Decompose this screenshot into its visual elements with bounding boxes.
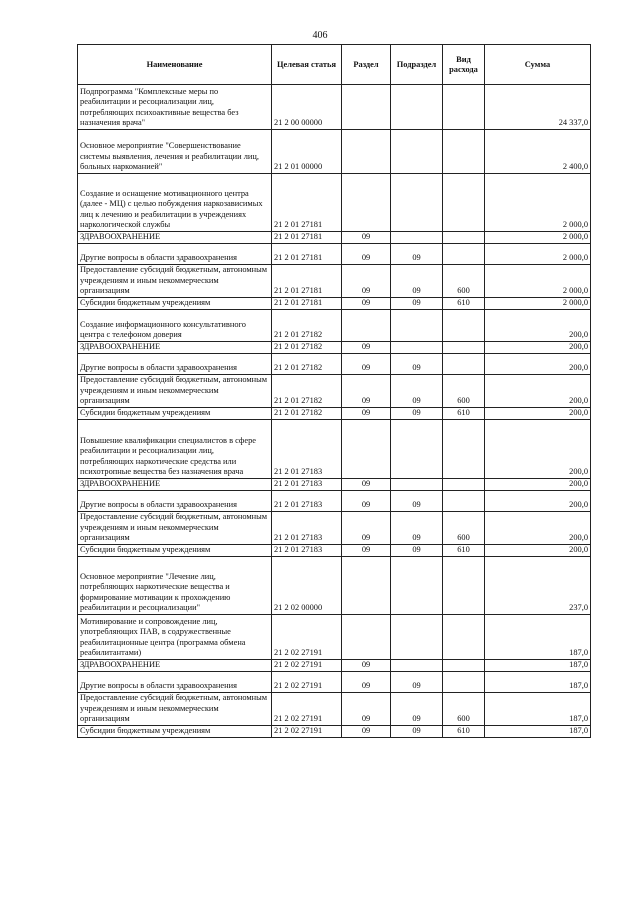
cell-expense-type (443, 310, 485, 342)
cell-expense-type (443, 232, 485, 244)
cell-expense-type (443, 479, 485, 491)
cell-section: 09 (342, 726, 391, 738)
cell-target-article: 21 2 01 27181 (272, 244, 342, 265)
cell-subsection: 09 (391, 672, 443, 693)
cell-subsection: 09 (391, 693, 443, 726)
cell-target-article: 21 2 02 27191 (272, 672, 342, 693)
cell-subsection: 09 (391, 491, 443, 512)
cell-target-article: 21 2 01 27181 (272, 232, 342, 244)
cell-name: Другие вопросы в области здравоохранения (78, 354, 272, 375)
table-row (78, 545, 591, 557)
cell-sum: 200,0 (485, 354, 591, 375)
cell-name: Основное мероприятие "Лечение лиц, потребляющих наркотические вещества и формирование мотивации к прохождению реабилитации и ресоциализации" (78, 557, 272, 615)
cell-subsection: 09 (391, 726, 443, 738)
table-row (78, 85, 591, 130)
cell-subsection (391, 174, 443, 232)
cell-sum: 200,0 (485, 375, 591, 408)
cell-expense-type (443, 491, 485, 512)
table-row (78, 615, 591, 660)
cell-target-article: 21 2 01 00000 (272, 130, 342, 174)
cell-sum: 2 000,0 (485, 244, 591, 265)
table-row (78, 512, 591, 545)
cell-name: Подпрограмма "Комплексные меры по реабилитации и ресоциализации лиц, потребляющих психоактивные вещества без назначения врача" (78, 85, 272, 130)
cell-name: Предоставление субсидий бюджетным, автономным учреждениям и иным некоммерческим организациям (78, 375, 272, 408)
cell-section: 09 (342, 479, 391, 491)
cell-name: Создание и оснащение мотивационного центра (далее - МЦ) с целью побуждения наркозависимых лиц к лечению и реабилитации в учреждениях наркологической службы (78, 174, 272, 232)
cell-expense-type: 610 (443, 298, 485, 310)
cell-target-article: 21 2 01 27183 (272, 545, 342, 557)
cell-sum: 200,0 (485, 491, 591, 512)
cell-expense-type (443, 660, 485, 672)
cell-name: ЗДРАВООХРАНЕНИЕ (78, 342, 272, 354)
cell-section: 09 (342, 244, 391, 265)
cell-section (342, 310, 391, 342)
table-row (78, 420, 591, 479)
table-row (78, 660, 591, 672)
cell-subsection: 09 (391, 512, 443, 545)
cell-sum: 200,0 (485, 512, 591, 545)
cell-expense-type (443, 85, 485, 130)
cell-subsection (391, 85, 443, 130)
cell-section: 09 (342, 545, 391, 557)
cell-subsection: 09 (391, 244, 443, 265)
cell-section: 09 (342, 491, 391, 512)
cell-section: 09 (342, 298, 391, 310)
cell-subsection: 09 (391, 298, 443, 310)
cell-sum: 200,0 (485, 408, 591, 420)
cell-section (342, 420, 391, 479)
cell-section (342, 85, 391, 130)
cell-target-article: 21 2 01 27182 (272, 408, 342, 420)
cell-subsection: 09 (391, 545, 443, 557)
cell-subsection (391, 660, 443, 672)
cell-section (342, 557, 391, 615)
cell-section: 09 (342, 693, 391, 726)
cell-sum: 200,0 (485, 545, 591, 557)
cell-sum: 187,0 (485, 615, 591, 660)
cell-section: 09 (342, 408, 391, 420)
cell-name: Предоставление субсидий бюджетным, автономным учреждениям и иным некоммерческим организациям (78, 512, 272, 545)
cell-expense-type: 600 (443, 693, 485, 726)
header-subsection: Подраздел (391, 45, 443, 85)
table-row (78, 298, 591, 310)
cell-target-article: 21 2 01 27183 (272, 420, 342, 479)
table-row (78, 232, 591, 244)
cell-target-article: 21 2 02 27191 (272, 660, 342, 672)
table-body (78, 85, 591, 738)
table-row (78, 342, 591, 354)
cell-name: ЗДРАВООХРАНЕНИЕ (78, 660, 272, 672)
cell-subsection (391, 420, 443, 479)
header-target-article: Целевая статья (272, 45, 342, 85)
cell-name: Субсидии бюджетным учреждениям (78, 408, 272, 420)
cell-target-article: 21 2 01 27182 (272, 375, 342, 408)
table-row (78, 479, 591, 491)
cell-name: Другие вопросы в области здравоохранения (78, 244, 272, 265)
table-row (78, 244, 591, 265)
cell-section: 09 (342, 672, 391, 693)
cell-name: Повышение квалификации специалистов в сфере реабилитации и ресоциализации лиц, потребляющих наркотические средства или психотропные вещества без назначения врача (78, 420, 272, 479)
cell-section: 09 (342, 232, 391, 244)
cell-expense-type: 600 (443, 375, 485, 408)
cell-target-article: 21 2 01 27182 (272, 354, 342, 375)
cell-name: Создание информационного консультативного центра с телефоном доверия (78, 310, 272, 342)
cell-subsection (391, 310, 443, 342)
cell-sum: 237,0 (485, 557, 591, 615)
cell-sum: 187,0 (485, 672, 591, 693)
cell-sum: 200,0 (485, 310, 591, 342)
table-row (78, 130, 591, 174)
cell-target-article: 21 2 01 27183 (272, 512, 342, 545)
cell-sum: 187,0 (485, 726, 591, 738)
cell-subsection (391, 557, 443, 615)
cell-sum: 187,0 (485, 660, 591, 672)
table-row (78, 310, 591, 342)
cell-name: ЗДРАВООХРАНЕНИЕ (78, 479, 272, 491)
table-row (78, 265, 591, 298)
cell-expense-type (443, 130, 485, 174)
cell-sum: 2 000,0 (485, 298, 591, 310)
cell-expense-type (443, 615, 485, 660)
cell-sum: 2 400,0 (485, 130, 591, 174)
cell-expense-type (443, 557, 485, 615)
cell-target-article: 21 2 02 00000 (272, 557, 342, 615)
cell-section (342, 615, 391, 660)
cell-expense-type: 610 (443, 545, 485, 557)
cell-section: 09 (342, 512, 391, 545)
cell-target-article: 21 2 01 27181 (272, 298, 342, 310)
cell-target-article: 21 2 01 27183 (272, 491, 342, 512)
cell-name: Субсидии бюджетным учреждениям (78, 545, 272, 557)
cell-section: 09 (342, 342, 391, 354)
page-number: 406 (312, 30, 328, 41)
cell-name: Основное мероприятие "Совершенствование системы выявления, лечения и реабилитации лиц, больных наркоманией" (78, 130, 272, 174)
table-header-row (78, 45, 591, 85)
cell-sum: 24 337,0 (485, 85, 591, 130)
cell-name: ЗДРАВООХРАНЕНИЕ (78, 232, 272, 244)
cell-expense-type: 610 (443, 408, 485, 420)
cell-subsection (391, 479, 443, 491)
cell-subsection: 09 (391, 375, 443, 408)
table-row (78, 693, 591, 726)
cell-name: Другие вопросы в области здравоохранения (78, 491, 272, 512)
cell-target-article: 21 2 02 27191 (272, 615, 342, 660)
cell-section: 09 (342, 660, 391, 672)
table-row (78, 557, 591, 615)
budget-table (77, 44, 591, 738)
cell-subsection (391, 615, 443, 660)
cell-subsection (391, 232, 443, 244)
cell-expense-type (443, 354, 485, 375)
table-row (78, 672, 591, 693)
cell-target-article: 21 2 01 27181 (272, 265, 342, 298)
cell-target-article: 21 2 01 27182 (272, 342, 342, 354)
table-row (78, 375, 591, 408)
cell-expense-type: 600 (443, 265, 485, 298)
cell-expense-type: 610 (443, 726, 485, 738)
cell-sum: 200,0 (485, 479, 591, 491)
cell-expense-type: 600 (443, 512, 485, 545)
cell-target-article: 21 2 01 27182 (272, 310, 342, 342)
cell-name: Предоставление субсидий бюджетным, автономным учреждениям и иным некоммерческим организациям (78, 693, 272, 726)
cell-target-article: 21 2 01 27181 (272, 174, 342, 232)
header-sum: Сумма (485, 45, 591, 85)
cell-name: Мотивирование и сопровождение лиц, употребляющих ПАВ, в содружественные реабилитационные центра (программа обмена реабилитантами) (78, 615, 272, 660)
cell-target-article: 21 2 02 27191 (272, 693, 342, 726)
header-name: Наименование (78, 45, 272, 85)
cell-target-article: 21 2 01 27183 (272, 479, 342, 491)
cell-section: 09 (342, 354, 391, 375)
cell-expense-type (443, 672, 485, 693)
cell-subsection: 09 (391, 408, 443, 420)
cell-expense-type (443, 420, 485, 479)
cell-name: Субсидии бюджетным учреждениям (78, 298, 272, 310)
cell-sum: 200,0 (485, 342, 591, 354)
cell-target-article: 21 2 00 00000 (272, 85, 342, 130)
cell-section (342, 130, 391, 174)
cell-expense-type (443, 244, 485, 265)
header-expense-type: Вид расхода (443, 45, 485, 85)
table-row (78, 491, 591, 512)
cell-subsection: 09 (391, 354, 443, 375)
table-row (78, 726, 591, 738)
cell-sum: 2 000,0 (485, 232, 591, 244)
cell-sum: 187,0 (485, 693, 591, 726)
cell-subsection (391, 130, 443, 174)
cell-sum: 2 000,0 (485, 174, 591, 232)
cell-sum: 200,0 (485, 420, 591, 479)
table-row (78, 174, 591, 232)
cell-subsection (391, 342, 443, 354)
cell-section: 09 (342, 375, 391, 408)
table-row (78, 408, 591, 420)
cell-sum: 2 000,0 (485, 265, 591, 298)
cell-name: Субсидии бюджетным учреждениям (78, 726, 272, 738)
cell-name: Предоставление субсидий бюджетным, автономным учреждениям и иным некоммерческим организациям (78, 265, 272, 298)
cell-subsection: 09 (391, 265, 443, 298)
cell-name: Другие вопросы в области здравоохранения (78, 672, 272, 693)
cell-target-article: 21 2 02 27191 (272, 726, 342, 738)
cell-expense-type (443, 174, 485, 232)
cell-section: 09 (342, 265, 391, 298)
table-row (78, 354, 591, 375)
header-section: Раздел (342, 45, 391, 85)
cell-expense-type (443, 342, 485, 354)
cell-section (342, 174, 391, 232)
